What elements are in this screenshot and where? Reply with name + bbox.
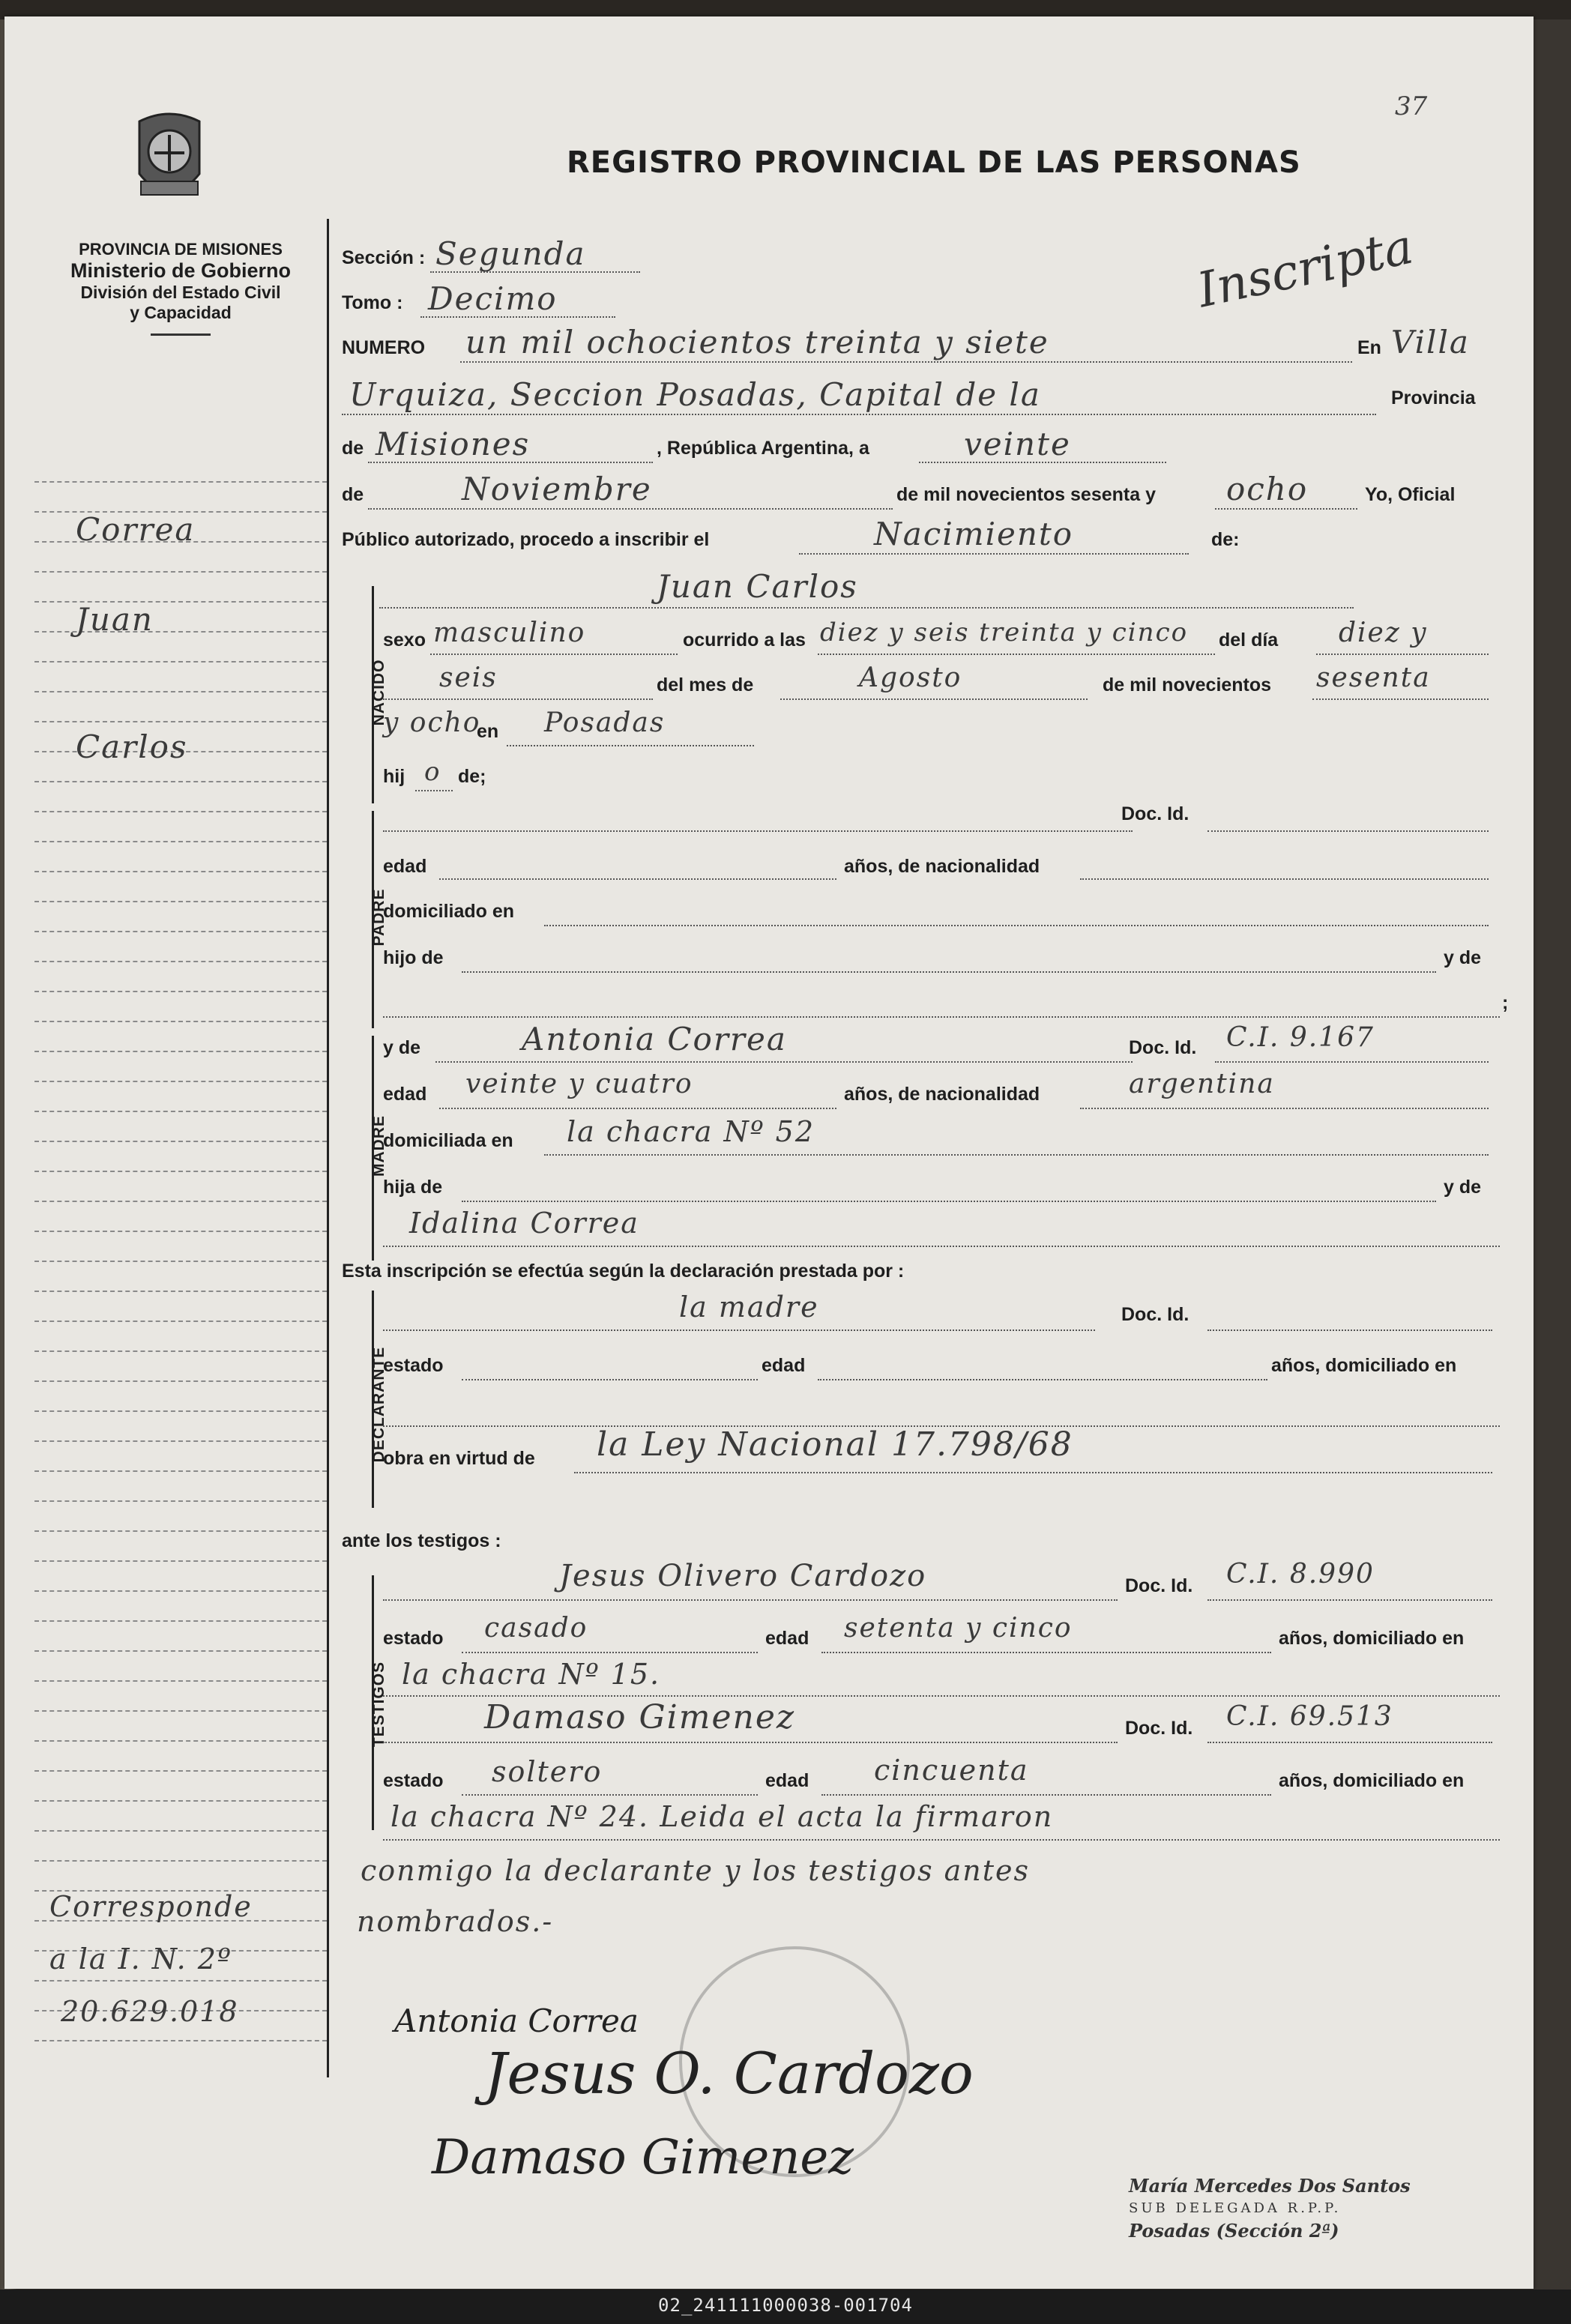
t1-domicilio: la chacra Nº 15. [402, 1658, 661, 1691]
madre-edad-label: edad [383, 1084, 427, 1105]
padre-hijo-label: hijo de [383, 947, 444, 968]
official-block [1129, 2175, 1411, 2242]
provincia-label: Provincia [1391, 387, 1476, 408]
madre-doc-line [1215, 1061, 1489, 1063]
left-header-province: PROVINCIA DE MISIONES [79, 240, 283, 259]
nacido-anio-value: sesenta [1316, 663, 1431, 693]
t2-name: Damaso Gimenez [484, 1698, 796, 1736]
padre-nacionalidad-line [1080, 878, 1489, 880]
t1-name-line [383, 1599, 1118, 1601]
de-value: Misiones [376, 426, 531, 462]
nacido-anio-value2: y ocho [383, 707, 481, 738]
hora-line [818, 654, 1215, 655]
en-label: En [1357, 337, 1381, 358]
address-line [342, 414, 1376, 415]
t1-doc-line [1207, 1599, 1492, 1601]
anio-line [1312, 698, 1489, 700]
lugar-value: Posadas [544, 707, 666, 738]
signature-antonia: Antonia Correa [394, 2002, 639, 2039]
t2-name-line [383, 1742, 1118, 1743]
madre-nacionalidad-line [1080, 1108, 1489, 1109]
padre-hijo-line [462, 971, 1436, 973]
nacido-section-label: NACIDO [370, 659, 388, 726]
t2-estado-line [462, 1794, 758, 1796]
declarante-name: la madre [679, 1291, 819, 1324]
sexo-line [430, 654, 678, 655]
de3-label: de: [1211, 529, 1240, 550]
declarante-doc-line [1207, 1329, 1492, 1331]
republica-label: , República Argentina, a [657, 438, 869, 459]
t2-doc-line [1207, 1742, 1492, 1743]
margin-name2: Carlos [76, 728, 188, 765]
t1-edad-value: setenta y cinco [844, 1613, 1073, 1644]
left-header-division: División del Estado Civil [80, 283, 281, 302]
t2-domicilio-line [383, 1839, 1500, 1841]
t1-estado-label: estado [383, 1628, 444, 1649]
declarante-edad-label: edad [762, 1355, 806, 1376]
lugar-line [507, 745, 754, 746]
t2-estado-label: estado [383, 1770, 444, 1791]
margin-note-line1: Corresponde [49, 1890, 253, 1923]
padre-anios-label: años, de nacionalidad [844, 856, 1040, 877]
left-header-rule [151, 333, 211, 336]
anio-line [1215, 508, 1357, 510]
scan-caption: 02_241111000038-001704 [658, 2295, 913, 2316]
t1-anios-label: años, domiciliado en [1279, 1628, 1465, 1649]
signature-gimenez: Damaso Gimenez [432, 2130, 854, 2185]
tomo-label: Tomo : [342, 292, 403, 313]
sexo-value: masculino [433, 618, 586, 648]
de-semicolon-label: de; [458, 766, 486, 787]
margin-name1: Juan [76, 601, 154, 638]
t2-anios-label: años, domiciliado en [1279, 1770, 1465, 1791]
tomo-value: Decimo [428, 280, 558, 317]
declarante-estado-line [462, 1379, 758, 1380]
document-page [4, 16, 1534, 2289]
acto-line [799, 553, 1189, 555]
madre-doc-value: C.I. 9.167 [1226, 1022, 1375, 1053]
padre-abuela-line [383, 1016, 1500, 1018]
left-header-capacity: y Capacidad [130, 303, 232, 322]
madre-domicilio-line [544, 1154, 1489, 1156]
declarante-edad-line [818, 1379, 1267, 1380]
mil-novecientos-label: de mil novecientos [1103, 674, 1272, 695]
closing-line2: nombrados.- [357, 1905, 554, 1938]
margin-surname: Correa [76, 511, 196, 548]
madre-yde2-label: y de [1444, 1177, 1482, 1198]
padre-domicilio-line [544, 925, 1489, 926]
nacido-mes-value: Agosto [859, 663, 962, 693]
page-number: 37 [1395, 91, 1428, 121]
hijo-value: o [424, 757, 441, 787]
dia-line [1316, 654, 1489, 655]
margin-note-line2: a la I. N. 2º [49, 1943, 232, 1976]
inscripta-stamp: Inscripta [1192, 219, 1418, 319]
official-place: Posadas (Sección 2ª) [1129, 2220, 1339, 2242]
t2-domicilio: la chacra Nº 24. Leida el acta la firmaron [391, 1800, 1054, 1833]
padre-yde-label: y de [1444, 947, 1482, 968]
declarante-intro-label: Esta inscripción se efectúa según la declaración prestada por : [342, 1261, 905, 1282]
left-header-ministry: Ministerio de Gobierno [70, 259, 292, 282]
del-dia-label: del día [1219, 630, 1279, 651]
hijo-label: hij [383, 766, 405, 787]
madre-domicilio-value: la chacra Nº 52 [567, 1115, 815, 1148]
sexo-label: sexo [383, 630, 426, 651]
madre-name: Antonia Correa [522, 1021, 787, 1057]
declarante-doc-label: Doc. Id. [1121, 1304, 1189, 1325]
en-value: Villa [1391, 324, 1470, 360]
madre-edad-line [439, 1108, 836, 1109]
madre-edad-value: veinte y cuatro [465, 1069, 693, 1099]
madre-doc-label: Doc. Id. [1129, 1037, 1197, 1058]
dia-value2: seis [439, 663, 498, 693]
left-header [34, 240, 327, 336]
madre-yde-label: y de [383, 1037, 421, 1058]
column-divider [327, 219, 329, 2077]
padre-name-line [383, 830, 1133, 832]
obra-line [574, 1472, 1492, 1473]
testigos-intro-label: ante los testigos : [342, 1530, 501, 1551]
dia2-line [383, 698, 653, 700]
publico-label: Público autorizado, procedo a inscribir el [342, 529, 710, 550]
obra-label: obra en virtud de [383, 1448, 535, 1469]
anio-value: ocho [1226, 471, 1309, 507]
padre-doc-label: Doc. Id. [1121, 803, 1189, 824]
t1-domicilio-line [383, 1695, 1500, 1697]
obra-value: la Ley Nacional 17.798/68 [597, 1425, 1073, 1464]
t2-doc-label: Doc. Id. [1125, 1718, 1193, 1739]
t1-estado-line [462, 1652, 758, 1653]
mes-line [780, 698, 1088, 700]
t1-edad-line [821, 1652, 1271, 1653]
t2-edad-value: cincuenta [874, 1754, 1029, 1787]
numero-value: un mil ochocientos treinta y siete [465, 324, 1049, 360]
madre-abuela-value: Idalina Correa [409, 1207, 639, 1240]
official-name: María Mercedes Dos Santos [1129, 2175, 1411, 2197]
madre-anios-label: años, de nacionalidad [844, 1084, 1040, 1105]
t1-doc-label: Doc. Id. [1125, 1575, 1193, 1596]
t1-doc-value: C.I. 8.990 [1226, 1559, 1375, 1590]
signature-cardozo: Jesus O. Cardozo [484, 2040, 974, 2107]
dia-value: diez y [1339, 618, 1428, 648]
mes-value: Noviembre [462, 471, 652, 507]
t1-edad-label: edad [765, 1628, 809, 1649]
t1-estado-value: casado [484, 1613, 588, 1644]
hijo-line [415, 790, 453, 791]
acto-value: Nacimiento [874, 516, 1074, 552]
ocurrido-label: ocurrido a las [683, 630, 806, 651]
margin-note-line3: 20.629.018 [61, 1995, 239, 2028]
madre-section-label: MADRE [370, 1115, 388, 1177]
padre-section-label: PADRE [370, 888, 388, 947]
t2-edad-label: edad [765, 1770, 809, 1791]
madre-hija-line [462, 1201, 1436, 1202]
hora-value: diez y seis treinta y cinco [820, 618, 1189, 648]
declarante-estado-label: estado [383, 1355, 444, 1376]
seccion-value: Segunda [435, 235, 586, 272]
del-mes-label: del mes de [657, 674, 754, 695]
padre-edad-label: edad [383, 856, 427, 877]
madre-abuela-line [383, 1246, 1500, 1247]
yo-oficial-label: Yo, Oficial [1365, 484, 1456, 505]
t2-estado-value: soltero [492, 1755, 603, 1788]
document-title: REGISTRO PROVINCIAL DE LAS PERSONAS [567, 145, 1301, 180]
coat-of-arms-icon [124, 106, 214, 219]
padre-edad-line [439, 878, 836, 880]
declarante-anios-label: años, domiciliado en [1271, 1355, 1457, 1376]
t2-edad-line [821, 1794, 1271, 1796]
numero-line [460, 361, 1352, 363]
t2-doc-value: C.I. 69.513 [1226, 1701, 1393, 1732]
padre-doc-line [1207, 830, 1489, 832]
de-label: de [342, 438, 364, 459]
de2-label: de [342, 484, 364, 505]
nacido-name: Juan Carlos [657, 568, 858, 605]
seccion-label: Sección : [342, 247, 426, 268]
testigos-section-label: TESTIGOS [370, 1661, 388, 1748]
official-title: SUB DELEGADA R.P.P. [1129, 2200, 1342, 2216]
madre-nacionalidad-value: argentina [1129, 1069, 1275, 1099]
padre-semicolon: ; [1502, 992, 1509, 1013]
declarante-name-line [383, 1329, 1095, 1331]
closing-line1: conmigo la declarante y los testigos antes [361, 1854, 1031, 1887]
dia-value: veinte [964, 426, 1071, 462]
declarante-section-label: DECLARANTE [370, 1346, 388, 1463]
mes-line [368, 508, 893, 510]
address-value: Urquiza, Seccion Posadas, Capital de la [349, 376, 1041, 413]
padre-domicilio-label: domiciliado en [383, 901, 515, 922]
nacido-name-line [379, 607, 1354, 609]
numero-label: NUMERO [342, 337, 426, 358]
mil-label: de mil novecientos sesenta y [896, 484, 1156, 505]
madre-name-line [435, 1061, 1133, 1063]
en-lugar-label: en [477, 721, 499, 742]
madre-hija-label: hija de [383, 1177, 443, 1198]
madre-domicilio-label: domiciliada en [383, 1130, 513, 1151]
t1-name: Jesus Olivero Cardozo [559, 1559, 927, 1593]
